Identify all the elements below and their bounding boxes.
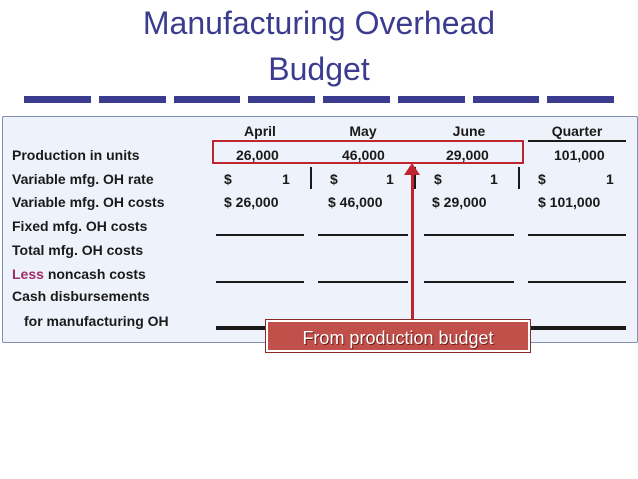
cell-rate-april-value: 1	[282, 171, 290, 187]
blank-line-noncash-april	[216, 281, 304, 283]
col-header-june: June	[452, 123, 486, 139]
blank-line-noncash-june	[424, 281, 514, 283]
col-header-april: April	[244, 123, 276, 139]
col-header-may: May	[349, 123, 377, 139]
rate-divider-1	[310, 167, 312, 189]
cell-varcost-may: $ 46,000	[328, 194, 383, 210]
production-highlight-box	[212, 140, 524, 164]
blank-line-noncash-may	[318, 281, 408, 283]
less-prefix: Less	[12, 266, 44, 282]
blank-line-noncash-quarter	[528, 281, 626, 283]
cell-rate-quarter-dollar: $	[538, 171, 546, 187]
cell-rate-june-value: 1	[490, 171, 498, 187]
cell-production-april: 26,000	[236, 147, 279, 163]
blank-line-fixed-april	[216, 234, 304, 236]
callout-from-production-budget: From production budget	[266, 320, 530, 352]
col-header-quarter: Quarter	[551, 123, 603, 139]
callout-arrowhead	[404, 163, 420, 175]
cell-rate-april-dollar: $	[224, 171, 232, 187]
cell-production-june: 29,000	[446, 147, 489, 163]
row-label-var-costs: Variable mfg. OH costs	[12, 194, 165, 210]
total-line-quarter	[528, 326, 626, 330]
cell-rate-may-value: 1	[386, 171, 394, 187]
cell-rate-june-dollar: $	[434, 171, 442, 187]
blank-line-fixed-may	[318, 234, 408, 236]
slide-title-line1: Manufacturing Overhead	[142, 5, 496, 41]
row-label-production: Production in units	[12, 147, 140, 163]
row-label-var-rate: Variable mfg. OH rate	[12, 171, 154, 187]
cell-rate-quarter-value: 1	[606, 171, 614, 187]
cell-varcost-june: $ 29,000	[432, 194, 487, 210]
cell-production-quarter: 101,000	[554, 147, 605, 163]
row-label-noncash	[12, 265, 146, 283]
noncash-label-text: noncash costs	[47, 266, 146, 282]
blank-line-fixed-june	[424, 234, 514, 236]
row-label-total-costs: Total mfg. OH costs	[12, 242, 144, 258]
cell-varcost-april: $ 26,000	[224, 194, 279, 210]
slide-title-line2: Budget	[268, 51, 370, 87]
header-underline-quarter	[528, 140, 626, 142]
cell-production-may: 46,000	[342, 147, 385, 163]
row-label-cash-disb: Cash disbursements	[12, 288, 150, 304]
cell-varcost-quarter: $ 101,000	[538, 194, 601, 210]
row-label-fixed-costs: Fixed mfg. OH costs	[12, 218, 148, 234]
callout-pointer-line	[411, 172, 414, 320]
blank-line-fixed-quarter	[528, 234, 626, 236]
row-label-cash-disb-cont: for manufacturing OH	[24, 313, 169, 329]
rate-divider-3	[518, 167, 520, 189]
title-dash-rule	[24, 96, 614, 103]
cell-rate-may-dollar: $	[330, 171, 338, 187]
